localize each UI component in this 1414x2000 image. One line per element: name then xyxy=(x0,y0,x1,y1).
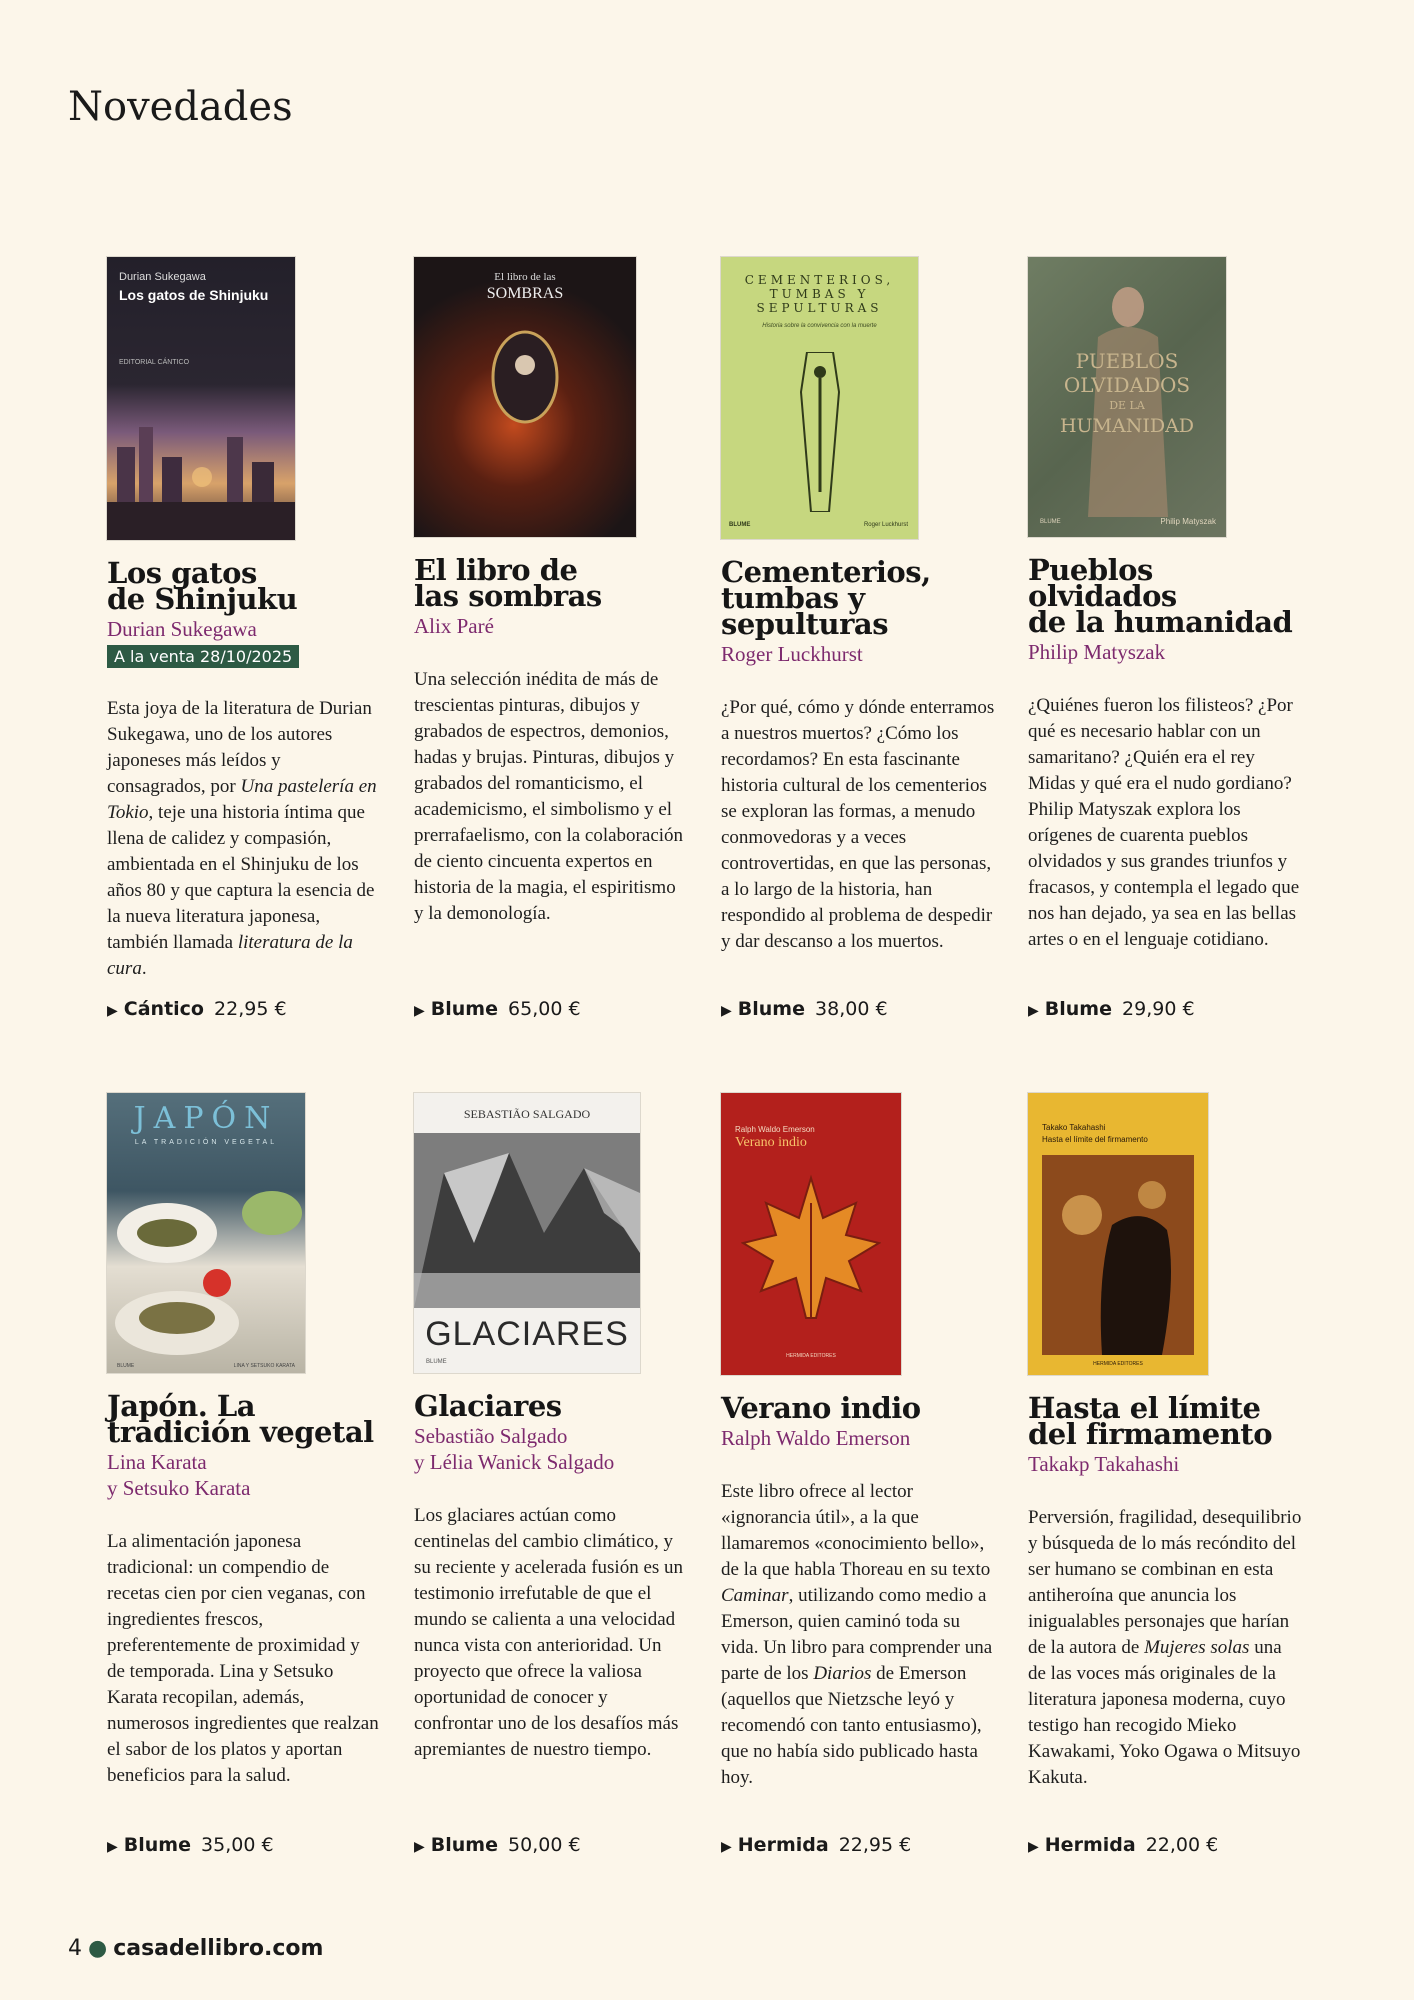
book-card-japon-la-tradicion-vegetal[interactable] xyxy=(107,1093,382,1856)
book-price-line[interactable] xyxy=(107,998,287,1020)
cover-title: Hasta el límite del firmamento xyxy=(1042,1135,1148,1144)
cover-footer-authors: LINA Y SETSUKO KARATA xyxy=(233,1363,295,1369)
book-price-line[interactable] xyxy=(1028,998,1195,1020)
book-card-verano-indio[interactable] xyxy=(721,1093,996,1856)
cover-title: Verano indio xyxy=(735,1135,807,1150)
cover-author: Philip Matyszak xyxy=(1160,517,1216,526)
book-cover-image[interactable] xyxy=(721,257,918,539)
website-link[interactable]: casadellibro.com xyxy=(113,1936,324,1961)
book-cover-image[interactable] xyxy=(721,1093,901,1375)
book-card-hasta-el-limite-del-firmamento[interactable] xyxy=(1028,1093,1303,1856)
cover-publisher: EDITORIAL CÁNTICO xyxy=(119,359,190,366)
book-cover-image[interactable] xyxy=(414,257,636,537)
triangle-right-icon: ▶ xyxy=(1028,1839,1039,1855)
book-author[interactable]: Alix Paré xyxy=(414,614,494,638)
cover-title: CEMENTERIOS, TUMBAS Y SEPULTURAS xyxy=(744,273,895,315)
cover-publisher: BLUME xyxy=(1040,519,1061,525)
cover-publisher: BLUME xyxy=(729,522,751,528)
publisher-name: Hermida xyxy=(1044,1834,1136,1856)
page-number: 4 xyxy=(68,1936,82,1961)
cover-publisher: BLUME xyxy=(117,1363,135,1369)
cover-subtitle: LA TRADICIÓN VEGETAL xyxy=(134,1139,278,1146)
cover-title-line1: El libro de las xyxy=(494,271,556,283)
cover-author: Takako Takahashi xyxy=(1042,1123,1106,1132)
cover-title-line2: SOMBRAS xyxy=(486,285,564,302)
book-author[interactable]: Lina Karata y Setsuko Karata xyxy=(107,1450,251,1500)
triangle-right-icon: ▶ xyxy=(414,1003,425,1019)
book-author[interactable]: Durian Sukegawa xyxy=(107,617,257,641)
publisher-name: Blume xyxy=(430,998,498,1020)
oval-portrait-illustration xyxy=(490,327,560,427)
book-author[interactable]: Roger Luckhurst xyxy=(721,642,863,666)
price-value: 38,00 € xyxy=(815,998,888,1020)
publisher-name: Blume xyxy=(123,1834,191,1856)
cover-author: Roger Luckhurst xyxy=(863,522,908,528)
bullet-dot-icon: ● xyxy=(88,1936,108,1961)
book-card-pueblos-olvidados-de-la-humanidad[interactable] xyxy=(1028,257,1303,1020)
portrait-photo-illustration xyxy=(1042,1155,1194,1355)
book-card-el-libro-de-las-sombras[interactable] xyxy=(414,257,689,1020)
book-card-los-gatos-de-shinjuku[interactable] xyxy=(107,257,382,1020)
book-card-glaciares[interactable] xyxy=(414,1093,689,1856)
publisher-name: Blume xyxy=(737,998,805,1020)
cover-title-line1: PUEBLOS xyxy=(1075,349,1179,373)
book-price-line[interactable] xyxy=(721,998,888,1020)
cover-title-line3: DE LA xyxy=(1109,399,1145,412)
maple-leaf-icon xyxy=(741,1173,881,1323)
book-price-line[interactable] xyxy=(721,1834,911,1856)
book-cover-image[interactable] xyxy=(107,1093,305,1373)
publisher-name: Hermida xyxy=(737,1834,829,1856)
book-title[interactable]: Los gatos de Shinjuku xyxy=(107,556,298,616)
triangle-right-icon: ▶ xyxy=(414,1839,425,1855)
cover-title: JAPÓN xyxy=(133,1101,279,1136)
book-description: Este libro ofrece al lector «ignorancia útil», a la que llamaremos «conocimiento bello», de la que habla Thoreau en su texto Caminar, utilizando como medio a Emerson, quien caminó toda su vida. Un libro para comprender una parte de los Diarios de Emerson (aquellos que Nietzsche leyó y recomendó con tanto entusiasmo), que no había sido publicado hasta hoy. xyxy=(721,1481,993,1788)
cover-subtitle: Historia sobre la convivencia con la muerte xyxy=(762,323,877,329)
book-author[interactable]: Takakp Takahashi xyxy=(1028,1452,1180,1476)
book-description: La alimentación japonesa tradicional: un compendio de recetas cien por cien veganas, con ingredientes frescos, preferentemente de proximidad y de temporada. Lina y Setsuko Karata recopilan, además, numerosos ingredientes que realzan el sabor de los platos y aportan beneficios para la salud. xyxy=(107,1531,379,1786)
book-title[interactable]: Pueblos olvidados de la humanidad xyxy=(1028,553,1293,639)
publisher-name: Cántico xyxy=(123,998,204,1020)
cover-title-line2: OLVIDADOS xyxy=(1063,373,1191,397)
price-value: 35,00 € xyxy=(201,1834,274,1856)
triangle-right-icon: ▶ xyxy=(107,1003,118,1019)
book-author[interactable]: Sebastião Salgado y Lélia Wanick Salgado xyxy=(414,1424,615,1474)
book-description: ¿Por qué, cómo y dónde enterramos a nuestros muertos? ¿Cómo los recordamos? En esta fascinante historia cultural de los cementerios se exploran las formas, a menudo conmovedoras y a veces controvertidas, en que las personas, a lo largo de la historia, han respondido al problema de despedir y dar descanso a los muertos. xyxy=(721,697,995,952)
price-value: 22,00 € xyxy=(1145,1834,1219,1856)
triangle-right-icon: ▶ xyxy=(107,1839,118,1855)
book-cover-image[interactable] xyxy=(414,1093,640,1373)
price-value: 29,90 € xyxy=(1122,998,1195,1020)
book-title[interactable]: El libro de las sombras xyxy=(414,553,602,613)
book-title[interactable]: Japón. La tradición vegetal xyxy=(107,1389,374,1449)
book-author[interactable]: Ralph Waldo Emerson xyxy=(721,1426,911,1450)
cover-title: GLACIARES xyxy=(425,1315,629,1353)
coffin-skeleton-illustration xyxy=(799,352,841,512)
triangle-right-icon: ▶ xyxy=(721,1003,732,1019)
page-heading: Novedades xyxy=(68,84,293,130)
publisher-name: Blume xyxy=(1044,998,1112,1020)
release-date-badge: A la venta 28/10/2025 xyxy=(107,645,299,668)
cover-author: SEBASTIÃO SALGADO xyxy=(463,1107,591,1121)
book-description: Esta joya de la literatura de Durian Sukegawa, uno de los autores japoneses más leídos y consagrados, por Una pastelería en Tokio, teje una historia íntima que llena de calidez y compasión, ambientada en el Shinjuku de los años 80 y que captura la esencia de la nueva literatura japonesa, también llamada literatura de la cura. xyxy=(107,698,377,979)
book-title[interactable]: Cementerios, tumbas y sepulturas xyxy=(721,555,931,641)
book-author[interactable]: Philip Matyszak xyxy=(1028,640,1166,664)
triangle-right-icon: ▶ xyxy=(1028,1003,1039,1019)
book-cover-image[interactable] xyxy=(1028,257,1226,537)
book-card-cementerios-tumbas-y-sepulturas[interactable] xyxy=(721,257,996,1020)
book-price-line[interactable] xyxy=(107,1834,274,1856)
cover-publisher: HERMIDA EDITORES xyxy=(786,1353,836,1359)
food-plates-illustration xyxy=(107,1183,305,1363)
mountain-photo-illustration xyxy=(414,1133,640,1308)
cover-title: Los gatos de Shinjuku xyxy=(119,287,269,303)
book-title[interactable]: Glaciares xyxy=(414,1389,562,1423)
price-value: 22,95 € xyxy=(838,1834,912,1856)
cover-author: Durian Sukegawa xyxy=(119,271,206,283)
book-price-line[interactable] xyxy=(414,998,581,1020)
classical-figure-illustration xyxy=(1078,277,1178,517)
book-cover-image[interactable] xyxy=(107,257,295,540)
book-price-line[interactable] xyxy=(1028,1834,1218,1856)
publisher-name: Blume xyxy=(430,1834,498,1856)
book-description: Una selección inédita de más de trescientas pinturas, dibujos y grabados de espectros, demonios, hadas y brujas. Pinturas, dibujos y grabados del romanticismo, el academicismo, el simbolismo y el prerrafaelismo, con la colaboración de ciento cincuenta expertos en historia de la magia, el espiritismo y la demonología. xyxy=(414,669,684,924)
cover-title-line4: HUMANIDAD xyxy=(1059,415,1195,437)
city-skyline-illustration xyxy=(107,407,295,540)
price-value: 50,00 € xyxy=(508,1834,581,1856)
book-description: Los glaciares actúan como centinelas del cambio climático, y su reciente y acelerada fusión es un testimonio irrefutable de que el mundo se calienta a una velocidad nunca vista con anterioridad. Un proyecto que ofrece la valiosa oportunidad de conocer y confrontar uno de los desafíos más apremiantes de nuestro tiempo. xyxy=(414,1505,684,1760)
price-value: 65,00 € xyxy=(508,998,581,1020)
book-description: Perversión, fragilidad, desequilibrio y búsqueda de lo más recóndito del ser humano se combinan en esta antiheroína que anuncia los inigualables personajes que harían de la autora de Mujeres solas una de las voces más originales de la literatura japonesa moderna, cuyo testigo han recogido Mieko Kawakami, Yoko Ogawa o Mitsuyo Kakuta. xyxy=(1028,1507,1302,1788)
book-price-line[interactable] xyxy=(414,1834,581,1856)
triangle-right-icon: ▶ xyxy=(721,1839,732,1855)
page-footer xyxy=(68,1936,323,1961)
cover-publisher: BLUME xyxy=(426,1359,447,1365)
price-value: 22,95 € xyxy=(214,998,287,1020)
book-description: ¿Quiénes fueron los filisteos? ¿Por qué es necesario hablar con un samaritano? ¿Quién era el rey Midas y qué era el nudo gordiano? Philip Matyszak explora los orígenes de cuarenta pueblos olvidados y sus grandes triunfos y fracasos, y contempla el legado que nos han dejado, ya sea en las bellas artes o en el lenguaje cotidiano. xyxy=(1028,695,1300,950)
book-cover-image[interactable] xyxy=(1028,1093,1208,1375)
book-title[interactable]: Hasta el límite del firmamento xyxy=(1028,1391,1273,1451)
cover-author: Ralph Waldo Emerson xyxy=(735,1125,815,1134)
cover-publisher: HERMIDA EDITORES xyxy=(1093,1361,1143,1367)
book-title[interactable]: Verano indio xyxy=(721,1391,921,1425)
